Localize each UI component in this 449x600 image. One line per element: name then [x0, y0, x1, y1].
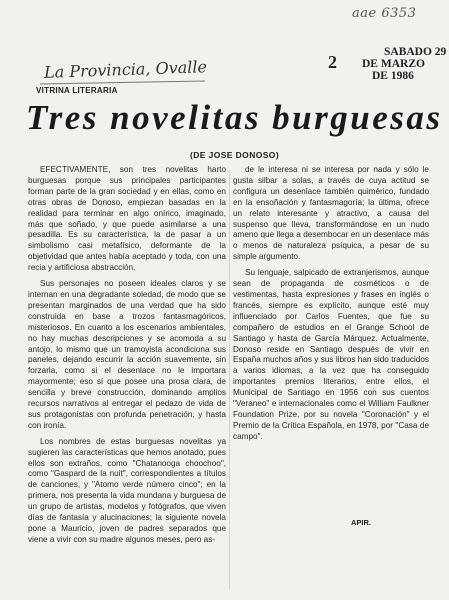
article-column-left: [28, 165, 226, 546]
paragraph: EFECTIVAMENTE, son tres novelitas harto burguesas porque sus principales participantes forman parte de la gran sociedad y en ellas, como en otras obras de Donoso, empiezan basadas en la realidad para terminar en algo onírico, imaginado, más que soñado, y que puede asimilarse a una pesadilla. Es su característica, la de pasar a un simbolismo casi metafísico, deformante de la objetividad que antes había aceptado y toda, con una recia y artificiosa abstracción.: [28, 165, 226, 273]
page-number: 2: [328, 52, 337, 72]
column-divider: [229, 170, 230, 590]
date-line-month: DE MARZO: [362, 58, 425, 70]
handwritten-underline: [40, 81, 205, 85]
article-column-right: [233, 165, 429, 443]
handwritten-source-note: La Provincia, Ovalle: [43, 57, 208, 82]
paragraph: Su lenguaje, salpicado de extranjerismos, aunque sean de propaganda de cosméticos o de vestimentas, hasta expresiones y frases en inglés o francés, siempre es explícito, aunque esté muy influenciado por Carlos Fuentes, que fue su compañero de estudios en el Grange School de Santiago y hasta de García Márquez. Actualmente, Donoso reside en Santiago después de vivir en España muchos años y sus libros han sido traducidos a varios idiomas, a la vez que ha conseguido importantes premios literarios, entre ellos, el Municipal de Santiago en 1956 con sus cuentos "Veraneo" e internacionales como el William Faulkner Foundation Prize, por su novela "Coronación" y el Premio de la Crítica Española, en 1978, por "Casa de campo".: [233, 268, 429, 441]
publication-date: [362, 46, 446, 82]
article-byline: (DE JOSE DONOSO): [190, 150, 280, 160]
paragraph: Los nombres de estas burguesas novelitas ya sugieren las características que hemos anotado, pues ellos son extraños, como "Chatanooga choochoo", como "Gaspard de la nuit", correspondientes a títulos de canciones, y "Atomo verde número cinco"; en la primera, nos presenta la vida mundana y burguesa de un grupo de artistas, modelos y fotógrafos, que viven días de fantasía y alucinaciones; la siguiente novela pone a Mauricio, joven de padres separados que viene a vivir con su madre algunos meses, pero as-: [28, 436, 226, 544]
date-line-year: DE 1986: [372, 70, 414, 82]
date-line-weekday: SABADO 29: [384, 46, 447, 58]
article-title: Tres novelitas burguesas: [26, 98, 443, 137]
paragraph: Sus personajes no poseen ideales claros y se internan en una degradante soledad, de modo que se presentan marginados de una verdad que ha sido construida en base a trozos fantasmagóricos, misteriosos. En cuanto a los escenarios ambientales, no hay muchas descripciones y se acomoda a su antojo, lo mismo que un tramoyista acondiciona sus paneles, dejando escurrir la acción suavemente, sin forzarla, como si el desenlace no le importara mayormente; eso sí que posee una prosa clara, de sencilla y breve construcción, dominando amplios recursos narrativos al entregar el pedazo de vida de sus protagonistas con profunda penetración, y hasta con ironía.: [28, 279, 226, 430]
paragraph: de le interesa ni se interesa por nada y sólo le gusta silbar a solas, a través de cuya actitud se configura un desenlace también quimérico, fundado en la ensoñación y fantasmagoría; la última, ofrece un relato interesante y atractivo, a causa del suspenso que lleva, transformándose en un nudo ameno que llega a desembocar en un desenlace más o menos de naturaleza psíquica, a pesar de su simple argumento.: [233, 165, 429, 262]
author-signature: APIR.: [351, 518, 372, 527]
section-label: VITRINA LITERARIA: [36, 86, 118, 95]
archive-handwritten-code: aae 6353: [352, 6, 417, 21]
